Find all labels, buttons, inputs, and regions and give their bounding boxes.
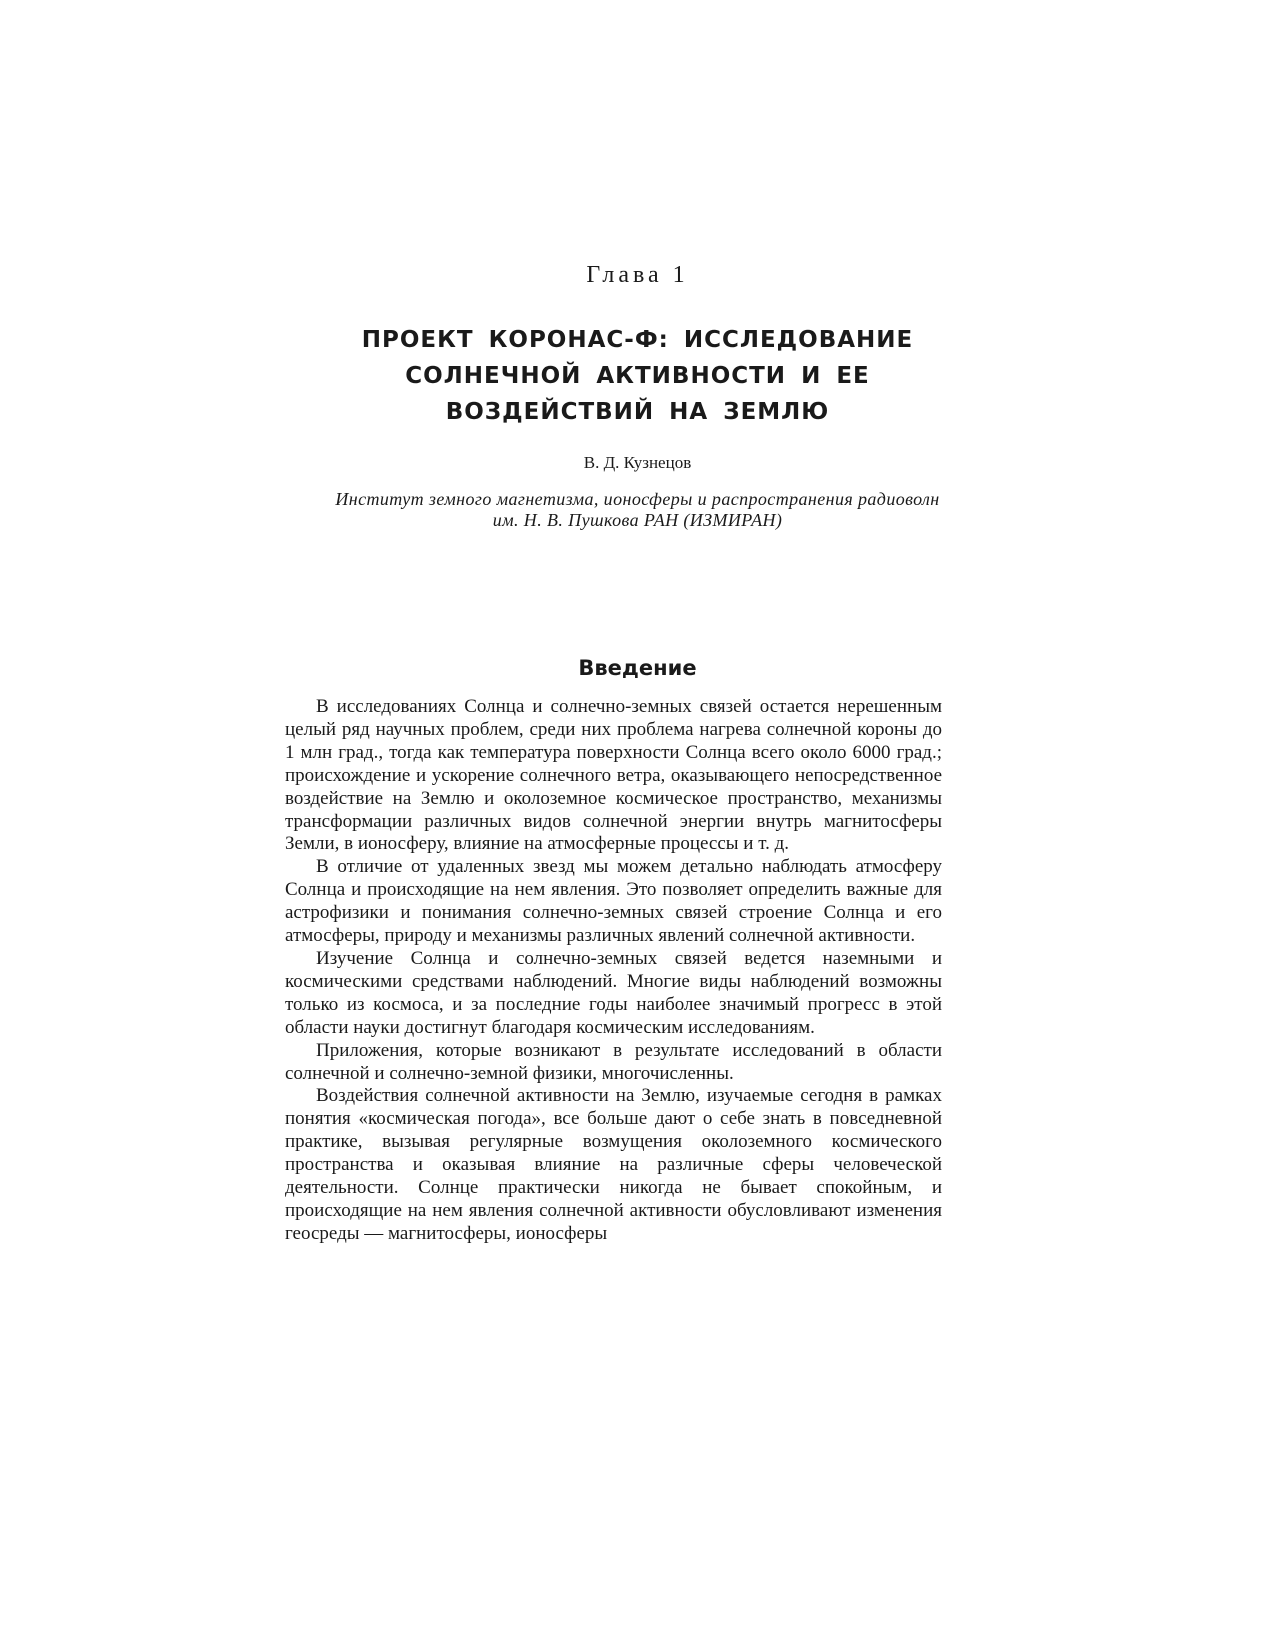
paragraph: Воздействия солнечной активности на Землю, изучаемые сегодня в рамках понятия «космическая погода», все больше дают о себе знать в повседневной практике, вызывая регулярные возмущения околоземного космического пространства и оказывая влияние на различные сферы человеческой деятельности. Солнце практически никогда не бывает спокойным, и происходящие на нем явления солнечной активности обусловливают изменения геосреды — магнитосферы, ионосферы	[285, 1085, 942, 1244]
chapter-label: Глава 1	[586, 262, 689, 288]
chapter-title-line: ПРОЕКТ КОРОНАС-Ф: ИССЛЕДОВАНИЕ	[361, 327, 914, 353]
affiliation-line: им. Н. В. Пушкова РАН (ИЗМИРАН)	[492, 510, 783, 530]
section-heading: Введение	[578, 656, 697, 680]
chapter-title-line: СОЛНЕЧНОЙ АКТИВНОСТИ И ЕЕ	[405, 363, 870, 389]
paragraph: В отличие от удаленных звезд мы можем детально наблюдать атмосферу Солнца и происходящие на нем явления. Это позволяет определить важные для астрофизики и понимания солнечно-земных связей строение Солнца и его атмосферы, природу и механизмы различных явлений солнечной активности.	[285, 856, 942, 947]
author: В. Д. Кузнецов	[583, 453, 692, 472]
paragraph: В исследованиях Солнца и солнечно-земных связей остается нерешенным целый ряд научных проблем, среди них проблема нагрева солнечной короны до 1 млн град., тогда как температура поверхности Солнца всего около 6000 град.; происхождение и ускорение солнечного ветра, оказывающего непосредственное воздействие на Землю и околоземное космическое пространство, механизмы трансформации различных видов солнечной энергии внутрь магнитосферы Земли, в ионосферу, влияние на атмосферные процессы и т. д.	[285, 696, 942, 855]
chapter-title	[220, 322, 1055, 430]
body-text	[285, 696, 942, 1246]
paragraph: Приложения, которые возникают в результате исследований в области солнечной и солнечно-земной физики, многочисленны.	[285, 1039, 942, 1084]
chapter-title-line: ВОЗДЕЙСТВИЙ НА ЗЕМЛЮ	[445, 399, 830, 425]
paragraph: Изучение Солнца и солнечно-земных связей ведется наземными и космическими средствами наблюдений. Многие виды наблюдений возможны только из космоса, и за последние годы наиболее значимый прогресс в этой области науки достигнут благодаря космическим исследованиям.	[285, 947, 942, 1038]
affiliation-line: Институт земного магнетизма, ионосферы и распространения радиоволн	[335, 489, 940, 509]
affiliation	[180, 489, 1095, 531]
